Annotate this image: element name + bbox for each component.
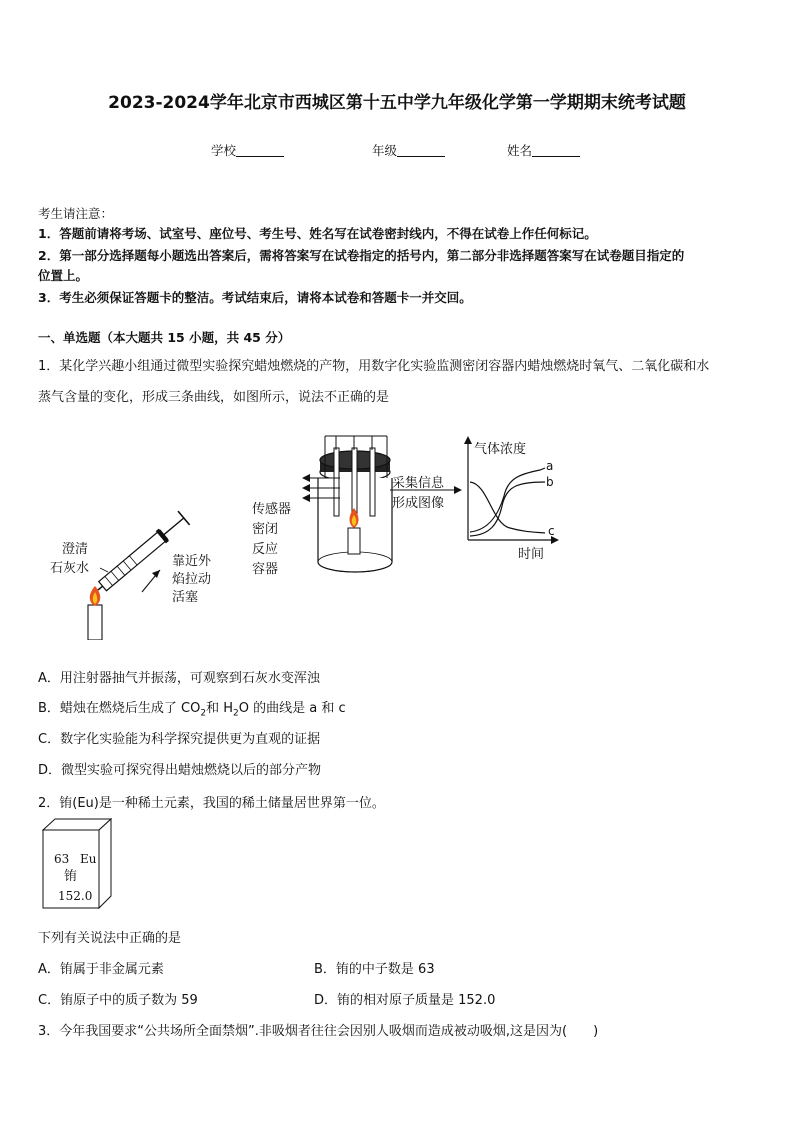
collect-label-1: 采集信息	[392, 476, 445, 491]
q1-stem-line1: 1．某化学兴趣小组通过微型实验探究蜡烛燃烧的产物，用数字化实验监测密闭容器内蜡烛燃烧时氧气、二氧化碳和水	[38, 359, 710, 374]
q1-option-b-post: O 的曲线是 a 和 c	[238, 701, 346, 716]
collect-label-2: 形成图像	[392, 496, 445, 511]
name-blank	[532, 144, 580, 157]
element-name: 铕	[64, 869, 78, 884]
notice-heading: 考生请注意：	[38, 206, 114, 221]
concentration-graph	[464, 436, 559, 562]
notice-item-2: 2．第一部分选择题每小题选出答案后，需将答案写在试卷指定的括号内，第二部分非选择题答案写在试卷题目指定的	[38, 248, 685, 263]
q1-option-b	[38, 697, 346, 719]
q2-option-a: A．铕属于非金属元素	[38, 962, 164, 977]
q1-option-d: D．微型实验可探究得出蜡烛燃烧以后的部分产物	[38, 763, 322, 778]
element-mass: 152.0	[58, 889, 93, 903]
container-label-1: 密闭	[252, 522, 279, 537]
grade-field	[372, 141, 445, 159]
pull-label-3: 活塞	[172, 590, 199, 605]
grade-blank	[397, 144, 445, 157]
syringe-apparatus	[50, 511, 212, 640]
notice-item-1: 1．答题前请将考场、试室号、座位号、考生号、姓名写在试卷密封线内，不得在试卷上作任何标记。	[38, 226, 597, 241]
school-label: 学校	[211, 143, 237, 158]
q3-stem: 3．今年我国要求“公共场所全面禁烟”.非吸烟者往往会因别人吸烟而造成被动吸烟,这是因为( )	[38, 1024, 599, 1039]
notice-item-3: 3．考生必须保证答题卡的整洁。考试结束后，请将本试卷和答题卡一并交回。	[38, 290, 472, 305]
graph-x-label: 时间	[518, 547, 545, 562]
limewater-label-1: 澄清	[62, 542, 89, 557]
pull-label-1: 靠近外	[172, 554, 212, 569]
name-label: 姓名	[507, 143, 533, 158]
candle	[88, 605, 102, 640]
curve-b-label: b	[546, 475, 554, 489]
q1-option-b-pre: B．蜡烛在燃烧后生成了 CO	[38, 701, 201, 716]
curve-c-label: c	[548, 524, 555, 538]
pull-label-2: 焰拉动	[172, 572, 212, 587]
curve-a-label: a	[546, 459, 554, 473]
q2-option-b: B．铕的中子数是 63	[314, 962, 435, 977]
graph-y-label: 气体浓度	[474, 442, 527, 457]
q2-prompt: 下列有关说法中正确的是	[38, 931, 182, 946]
school-field	[211, 141, 284, 159]
name-field	[507, 141, 580, 159]
limewater-label-2: 石灰水	[50, 561, 90, 576]
q1-option-b-sub2: 2	[233, 708, 239, 719]
q1-option-a: A．用注射器抽气并振荡，可观察到石灰水变浑浊	[38, 671, 320, 686]
grade-label: 年级	[372, 143, 398, 158]
section-heading: 一、单选题（本大题共 15 小题，共 45 分）	[38, 330, 291, 345]
notice-item-2-cont: 位置上。	[38, 268, 89, 283]
q1-figure	[40, 420, 570, 640]
q2-option-c: C．铕原子中的质子数为 59	[38, 993, 198, 1008]
element-card	[42, 818, 112, 910]
sensor-label: 传感器	[252, 502, 292, 517]
element-number: 63	[54, 852, 70, 866]
container-label-3: 容器	[252, 562, 279, 577]
q1-stem-line2: 蒸气含量的变化，形成三条曲线，如图所示，说法不正确的是	[38, 390, 390, 405]
curve-a	[470, 468, 545, 532]
q2-option-d: D．铕的相对原子质量是 152.0	[314, 993, 496, 1008]
q1-option-b-mid: 和 H	[206, 701, 234, 716]
q1-option-b-sub1: 2	[200, 708, 207, 719]
sealed-container	[252, 436, 462, 577]
page-title: 2023-2024学年北京市西城区第十五中学九年级化学第一学期期末统考试题	[108, 93, 686, 113]
q1-option-c: C．数字化实验能为科学探究提供更为直观的证据	[38, 732, 321, 747]
element-symbol: Eu	[80, 852, 97, 866]
q2-stem: 2．铕(Eu)是一种稀土元素，我国的稀土储量居世界第一位。	[38, 796, 385, 811]
school-blank	[236, 144, 284, 157]
curve-c	[470, 482, 545, 533]
container-label-2: 反应	[252, 542, 279, 557]
